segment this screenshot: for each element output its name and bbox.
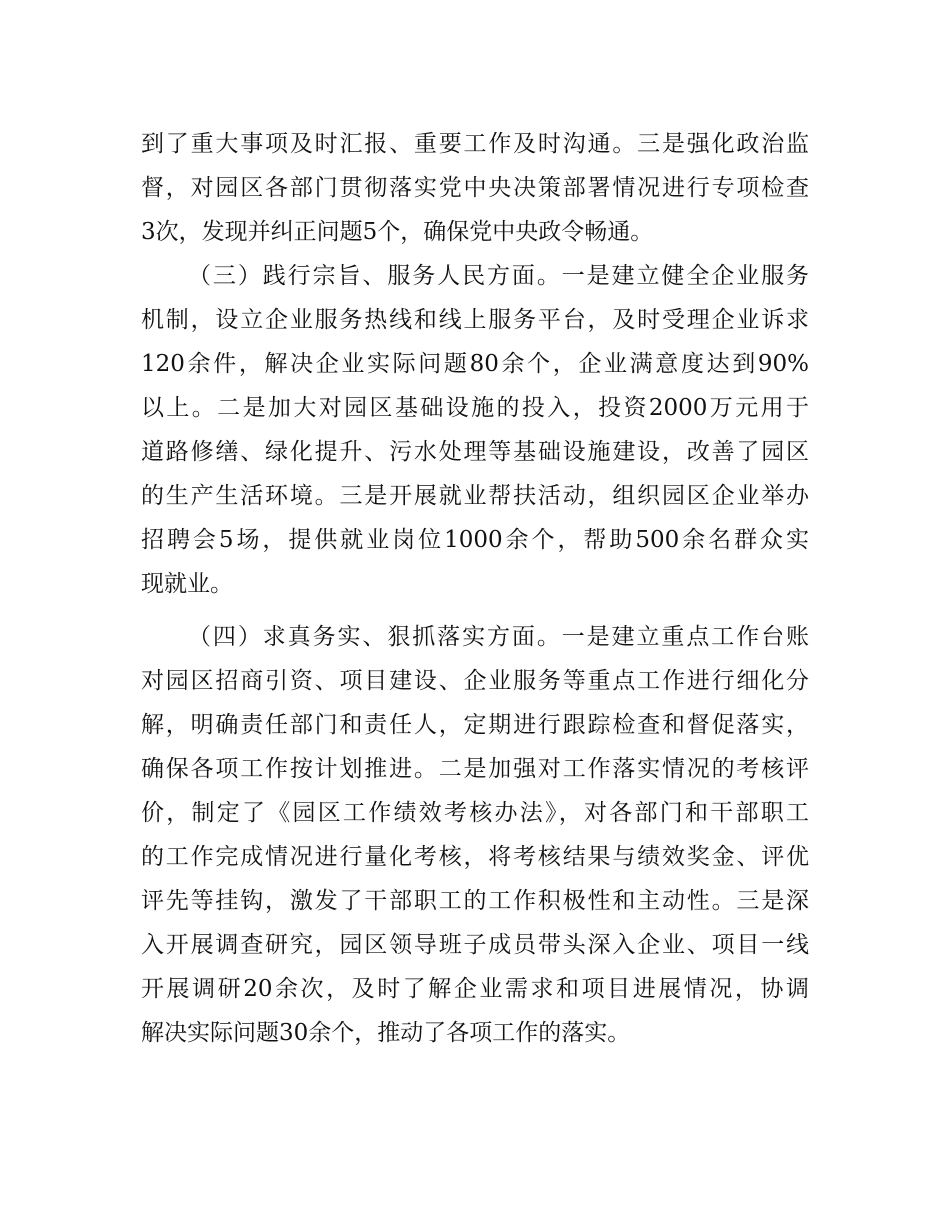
text-line: 现就业。 [141, 571, 233, 597]
text-line: 评先等挂钩，激发了干部职工的工作积极性和主动性。三是深 [141, 888, 809, 914]
text-line: 3次，发现并纠正问题5个，确保党中央政令畅通。 [141, 219, 654, 245]
text-line: 道路修缮、绿化提升、污水处理等基础设施建设，改善了园区 [141, 439, 809, 465]
text-line: 入开展调查研究，园区领导班子成员带头深入企业、项目一线 [141, 932, 809, 958]
text-line: 的生产生活环境。三是开展就业帮扶活动，组织园区企业举办 [141, 483, 809, 509]
text-line: 对园区招商引资、项目建设、企业服务等重点工作进行细化分 [141, 668, 809, 694]
text-line: 的工作完成情况进行量化考核，将考核结果与绩效奖金、评优 [141, 844, 809, 870]
text-line: 机制，设立企业服务热线和线上服务平台，及时受理企业诉求 [141, 307, 809, 333]
text-line: 招聘会5场，提供就业岗位1000余个，帮助500余名群众实 [141, 527, 809, 553]
text-line: 解决实际问题30余个，推动了各项工作的落实。 [141, 1020, 631, 1046]
text-line: 到了重大事项及时汇报、重要工作及时沟通。三是强化政治监 [141, 131, 809, 157]
text-line: 以上。二是加大对园区基础设施的投入，投资2000万元用于 [141, 395, 809, 421]
text-line: 价，制定了《园区工作绩效考核办法》，对各部门和干部职工 [141, 800, 809, 826]
text-line: 开展调研20余次，及时了解企业需求和项目进展情况，协调 [141, 976, 809, 1002]
text-line: 解，明确责任部门和责任人，定期进行跟踪检查和督促落实， [141, 712, 809, 738]
text-line: 督，对园区各部门贯彻落实党中央决策部署情况进行专项检查 [141, 175, 809, 201]
paragraph-heading-line: （三）践行宗旨、服务人民方面。一是建立健全企业服务 [188, 263, 809, 289]
paragraph-heading-line: （四）求真务实、狠抓落实方面。一是建立重点工作台账 [188, 624, 809, 650]
text-line: 确保各项工作按计划推进。二是加强对工作落实情况的考核评 [141, 756, 809, 782]
text-line: 120余件，解决企业实际问题80余个，企业满意度达到90% [141, 351, 809, 377]
